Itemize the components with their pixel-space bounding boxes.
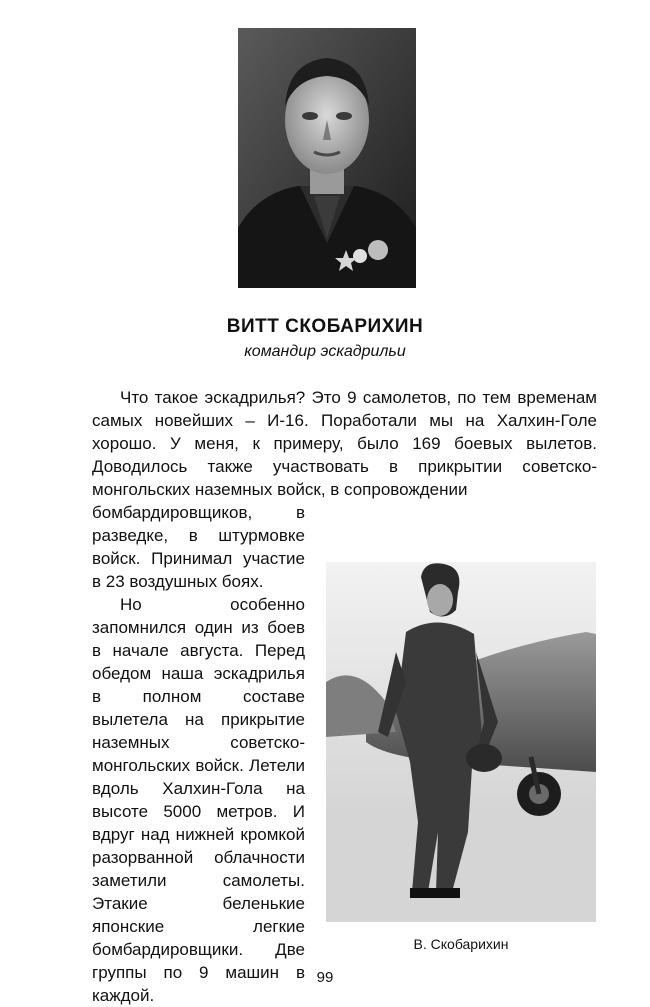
portrait-photo xyxy=(238,28,416,288)
page-number: 99 xyxy=(316,969,334,986)
paragraph-1-bottom: бомбардировщиков, в разведке, в штурмовке войск. Принимал участие в 23 воздушных боях. xyxy=(92,503,305,591)
paragraph-2: Но особенно запомнился один из боев в начале августа. Перед обедом наша эскадрилья в полном составе вылетела на прикрытие наземных советско-монгольских войск. Летели вдоль Халхин-Гола на высоте 5000 метров. И вдруг над нижней кромкой разорванной облачности заметили самолеты. Этакие беленькие японские легкие бомбардировщики. Две группы по 9 машин в каждой. xyxy=(92,595,305,1005)
photo-caption: В. Скобарихин xyxy=(413,936,509,952)
body-text-column xyxy=(92,501,305,1007)
person-name: ВИТТ СКОБАРИХИН xyxy=(226,316,424,337)
pilot-photo xyxy=(326,562,596,922)
body-text-full-width xyxy=(92,386,597,501)
person-role: командир эскадрильи xyxy=(244,343,406,360)
paragraph-1-top: Что такое эскадрилья? Это 9 самолетов, по тем временам самых новейших – И-16. Поработали мы на Халхин-Голе хорошо. У меня, к примеру, было 169 боевых вылетов. Доводилось также участвовать в прикрытии советско-монгольских наземных войск, в сопровождении xyxy=(92,388,597,499)
